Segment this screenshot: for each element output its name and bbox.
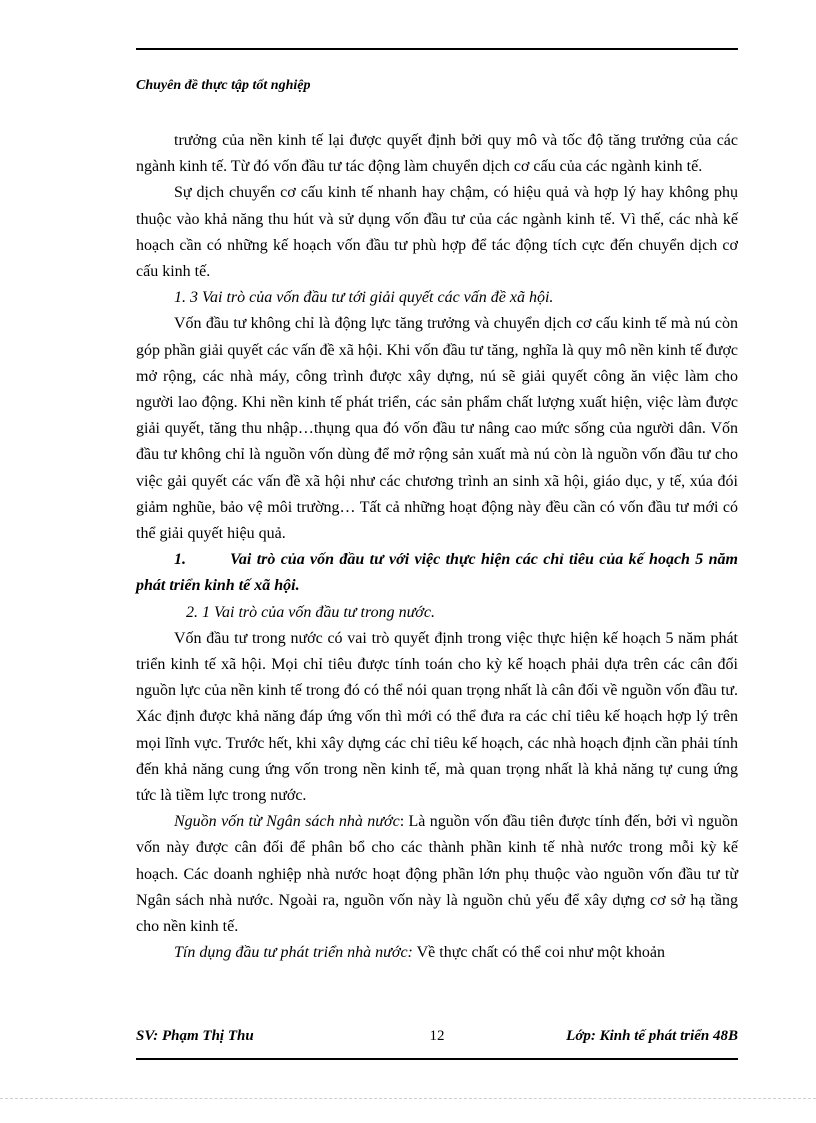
page-footer — [136, 1028, 738, 1050]
paragraph-6-text: Về thực chất có thể coi như một khoản — [412, 944, 665, 962]
paragraph-5-lead: Nguồn vốn từ Ngân sách nhà nước — [174, 813, 400, 831]
document-body — [136, 128, 738, 967]
paragraph-5 — [136, 809, 738, 940]
header-title: Chuyên đề thực tập tốt nghiệp — [136, 78, 311, 93]
footer-rule — [136, 1058, 738, 1060]
paragraph-5-text: : Là nguồn vốn đầu tiên được tính đến, bởi vì nguồn vốn này được cân đối để phân bổ cho các thành phần kinh tế nhà nước trong mỗi kỳ kế hoạch. Các doanh nghiệp nhà nước hoạt động phần lớn phụ thuộc vào nguồn vốn đầu tư từ Ngân sách nhà nước. Ngoài ra, nguồn vốn này là nguồn chủ yếu để xây dựng cơ sở hạ tầng cho nền kinh tế. — [136, 813, 739, 936]
paragraph-1: trưởng của nền kinh tế lại được quyết định bởi quy mô và tốc độ tăng trưởng của các ngành kinh tế. Từ đó vốn đầu tư tác động làm chuyển dịch cơ cấu của các ngành kinh tế. — [136, 132, 738, 176]
paragraph-6-lead: Tín dụng đầu tư phát triển nhà nước: — [174, 944, 413, 962]
paragraph-2: Sự dịch chuyển cơ cấu kinh tế nhanh hay chậm, có hiệu quả và hợp lý hay không phụ thuộc vào khả năng thu hút và sử dụng vốn đầu tư của các ngành kinh tế. Vì thế, các nhà kế hoạch cần có những kế hoạch vốn đầu tư phù hợp để tác động tích cực đến chuyển dịch cơ cấu kinh tế. — [136, 184, 738, 281]
paragraph-3: Vốn đầu tư không chỉ là động lực tăng trưởng và chuyển dịch cơ cấu kinh tế mà nú còn góp phần giải quyết các vấn đề xã hội. Khi vốn đầu tư tăng, nghĩa là quy mô nền kinh tế được mở rộng, các nhà máy, công trình được xây dựng, nú sẽ giải quyết công ăn việc làm cho người lao động. Khi nền kinh tế phát triển, các sản phẩm chất lượng xuất hiện, việc làm được giải quyết, tăng thu nhập…thụng qua đó vốn đầu tư nâng cao mức sống của người dân. Vốn đầu tư không chỉ là nguồn vốn dùng để mở rộng sản xuất mà nú còn là nguồn vốn đầu tư cho việc gải quyết các vấn đề xã hội như các chương trình an sinh xã hội, giáo dục, y tế, xúa đói giảm nghũe, bảo vệ môi trường… Tất cả những hoạt động này đều cần có vốn đầu tư mới có thể giải quyết hiệu quả. — [136, 315, 738, 543]
student-name: SV: Phạm Thị Thu — [136, 1028, 254, 1044]
page-number: 12 — [429, 1028, 445, 1044]
paragraph-6 — [136, 940, 738, 966]
section-heading-2-1: 2. 1 Vai trò của vốn đầu tư trong nước. — [186, 603, 435, 621]
section-number: 1. — [174, 551, 186, 569]
section-heading-2 — [136, 547, 738, 599]
section-heading-text: Vai trò của vốn đầu tư với việc thực hiện các chỉ tiêu của kế hoạch 5 năm phát triển kinh tế xã hội. — [136, 551, 738, 595]
class-label: Lớp: Kinh tế phát triển 48B — [566, 1028, 738, 1044]
header-rule — [136, 48, 738, 50]
section-heading-1-3: 1. 3 Vai trò của vốn đầu tư tới giải quyết các vấn đề xã hội. — [174, 289, 554, 307]
page-break-line — [0, 1098, 816, 1099]
paragraph-4: Vốn đầu tư trong nước có vai trò quyết định trong việc thực hiện kế hoạch 5 năm phát triển kinh tế xã hội. Mọi chỉ tiêu được tính toán cho kỳ kế hoạch phải dựa trên các cân đối nguồn lực của nền kinh tế trong đó có thể nói quan trọng nhất là cân đối về nguồn vốn đầu tư. Xác định được khả năng đáp ứng vốn thì mới có thể đưa ra các chỉ tiêu kế hoạch hợp lý trên mọi lĩnh vực. Trước hết, khi xây dựng các chỉ tiêu kế hoạch, các nhà hoạch định cần phải tính đến khả năng cung ứng vốn trong nền kinh tế, mà quan trọng nhất là khả năng tự cung ứng tức là tiềm lực trong nước. — [136, 629, 738, 805]
